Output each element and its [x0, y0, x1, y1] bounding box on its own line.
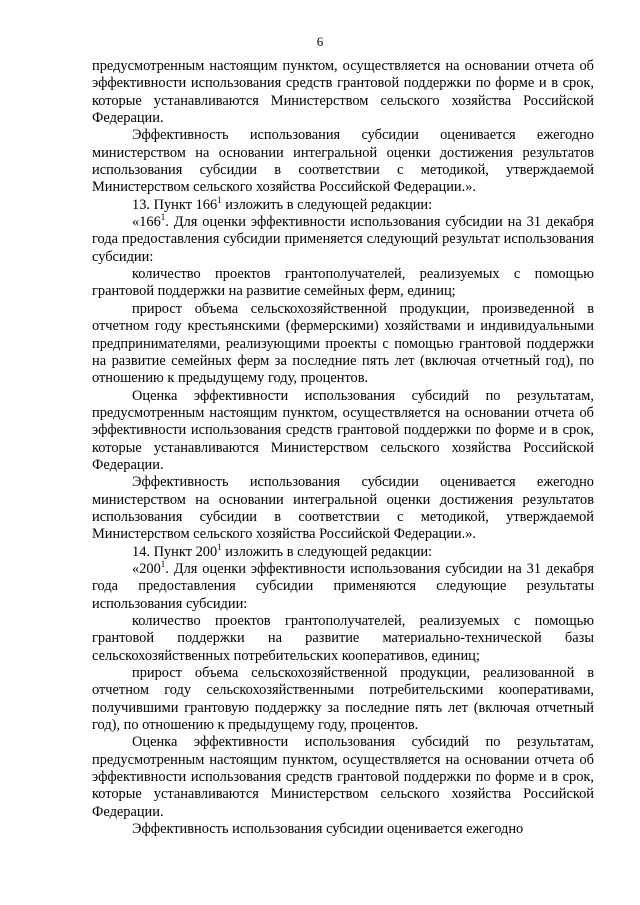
- paragraph-continuation: предусмотренным настоящим пунктом, осуществляется на основании отчета об эффективности использования средств грантовой поддержки по форме и в срок, которые устанавливаются Министерством сельского хозяйства Российской Федерации.: [92, 58, 594, 127]
- clause-166-after: . Для оценки эффективности использования субсидии на 31 декабря года предоставления субсидии применяется следующий результат использования субсидии:: [92, 214, 594, 265]
- paragraph-item-13: [92, 194, 594, 214]
- document-body: [92, 58, 594, 838]
- item-14-after: изложить в следующей редакции:: [221, 543, 433, 560]
- paragraph-annual-assessment-start: Эффективность использования субсидии оценивается ежегодно: [132, 821, 524, 838]
- clause-200-sup: 1: [160, 559, 166, 570]
- paragraph-clause-166-1: [92, 214, 594, 266]
- clause-166-before: «166: [132, 214, 161, 231]
- clause-200-before: «200: [132, 560, 161, 577]
- item-13-sup: 1: [217, 194, 222, 205]
- paragraph-cooperatives-growth: прирост объема сельскохозяйственной продукции, реализованной в отчетном году сельскохозяйственными потребительскими кооперативами, получившими грантовую поддержку за последние пять лет (включая отчетный год), по отношению к предыдущему году, процентов.: [92, 665, 594, 734]
- item-13-before: 13. Пункт 166: [132, 196, 218, 213]
- paragraph-item-14: [92, 541, 594, 561]
- paragraph-cooperatives-count: количество проектов грантополучателей, реализуемых с помощью грантовой поддержки на развитие материально-технической базы сельскохозяйственных потребительских кооперативов, единиц;: [92, 613, 594, 664]
- paragraph-annual-assessment: Эффективность использования субсидии оценивается ежегодно министерством на основании интегральной оценки достижения результатов использования субсидии в соответствии с методикой, утверждаемой Министерством сельского хозяйства Российской Федерации.».: [92, 474, 594, 543]
- clause-200-after: . Для оценки эффективности использования субсидии на 31 декабря года предоставления субсидии применяются следующие результаты использования субсидии:: [92, 560, 594, 612]
- item-13-after: изложить в следующей редакции:: [221, 196, 433, 213]
- paragraph-family-farms-growth: прирост объема сельскохозяйственной продукции, произведенной в отчетном году крестьянскими (фермерскими) хозяйствами и индивидуальными предпринимателями, реализующими проекты с помощью грантовой поддержки на развитие семейных ферм за последние пять лет (включая отчетный год), по отношению к предыдущему году, процентов.: [92, 300, 594, 387]
- paragraph-efficiency-assessment: Эффективность использования субсидии оценивается ежегодно министерством на основании интегральной оценки достижения результатов использования субсидии в соответствии с методикой, утверждаемой Министерством сельского хозяйства Российской Федерации.».: [92, 127, 594, 196]
- item-14-before: 14. Пункт 200: [132, 543, 218, 560]
- paragraph-family-farms-count: количество проектов грантополучателей, реализуемых с помощью грантовой поддержки на развитие семейных ферм, единиц;: [92, 266, 594, 300]
- item-14-sup: 1: [217, 541, 222, 552]
- page-number: 6: [316, 34, 324, 49]
- clause-166-sup: 1: [160, 212, 166, 223]
- paragraph-assessment-report-2: Оценка эффективности использования субсидий по результатам, предусмотренным настоящим пунктом, осуществляется на основании отчета об эффективности использования средств грантовой поддержки по форме и в срок, которые устанавливаются Министерством сельского хозяйства Российской Федерации.: [92, 734, 594, 820]
- paragraph-assessment-report: Оценка эффективности использования субсидий по результатам, предусмотренным настоящим пунктом, осуществляется на основании отчета об эффективности использования средств грантовой поддержки по форме и в срок, которые устанавливаются Министерством сельского хозяйства Российской Федерации.: [92, 387, 594, 473]
- paragraph-clause-200-1: [92, 561, 594, 613]
